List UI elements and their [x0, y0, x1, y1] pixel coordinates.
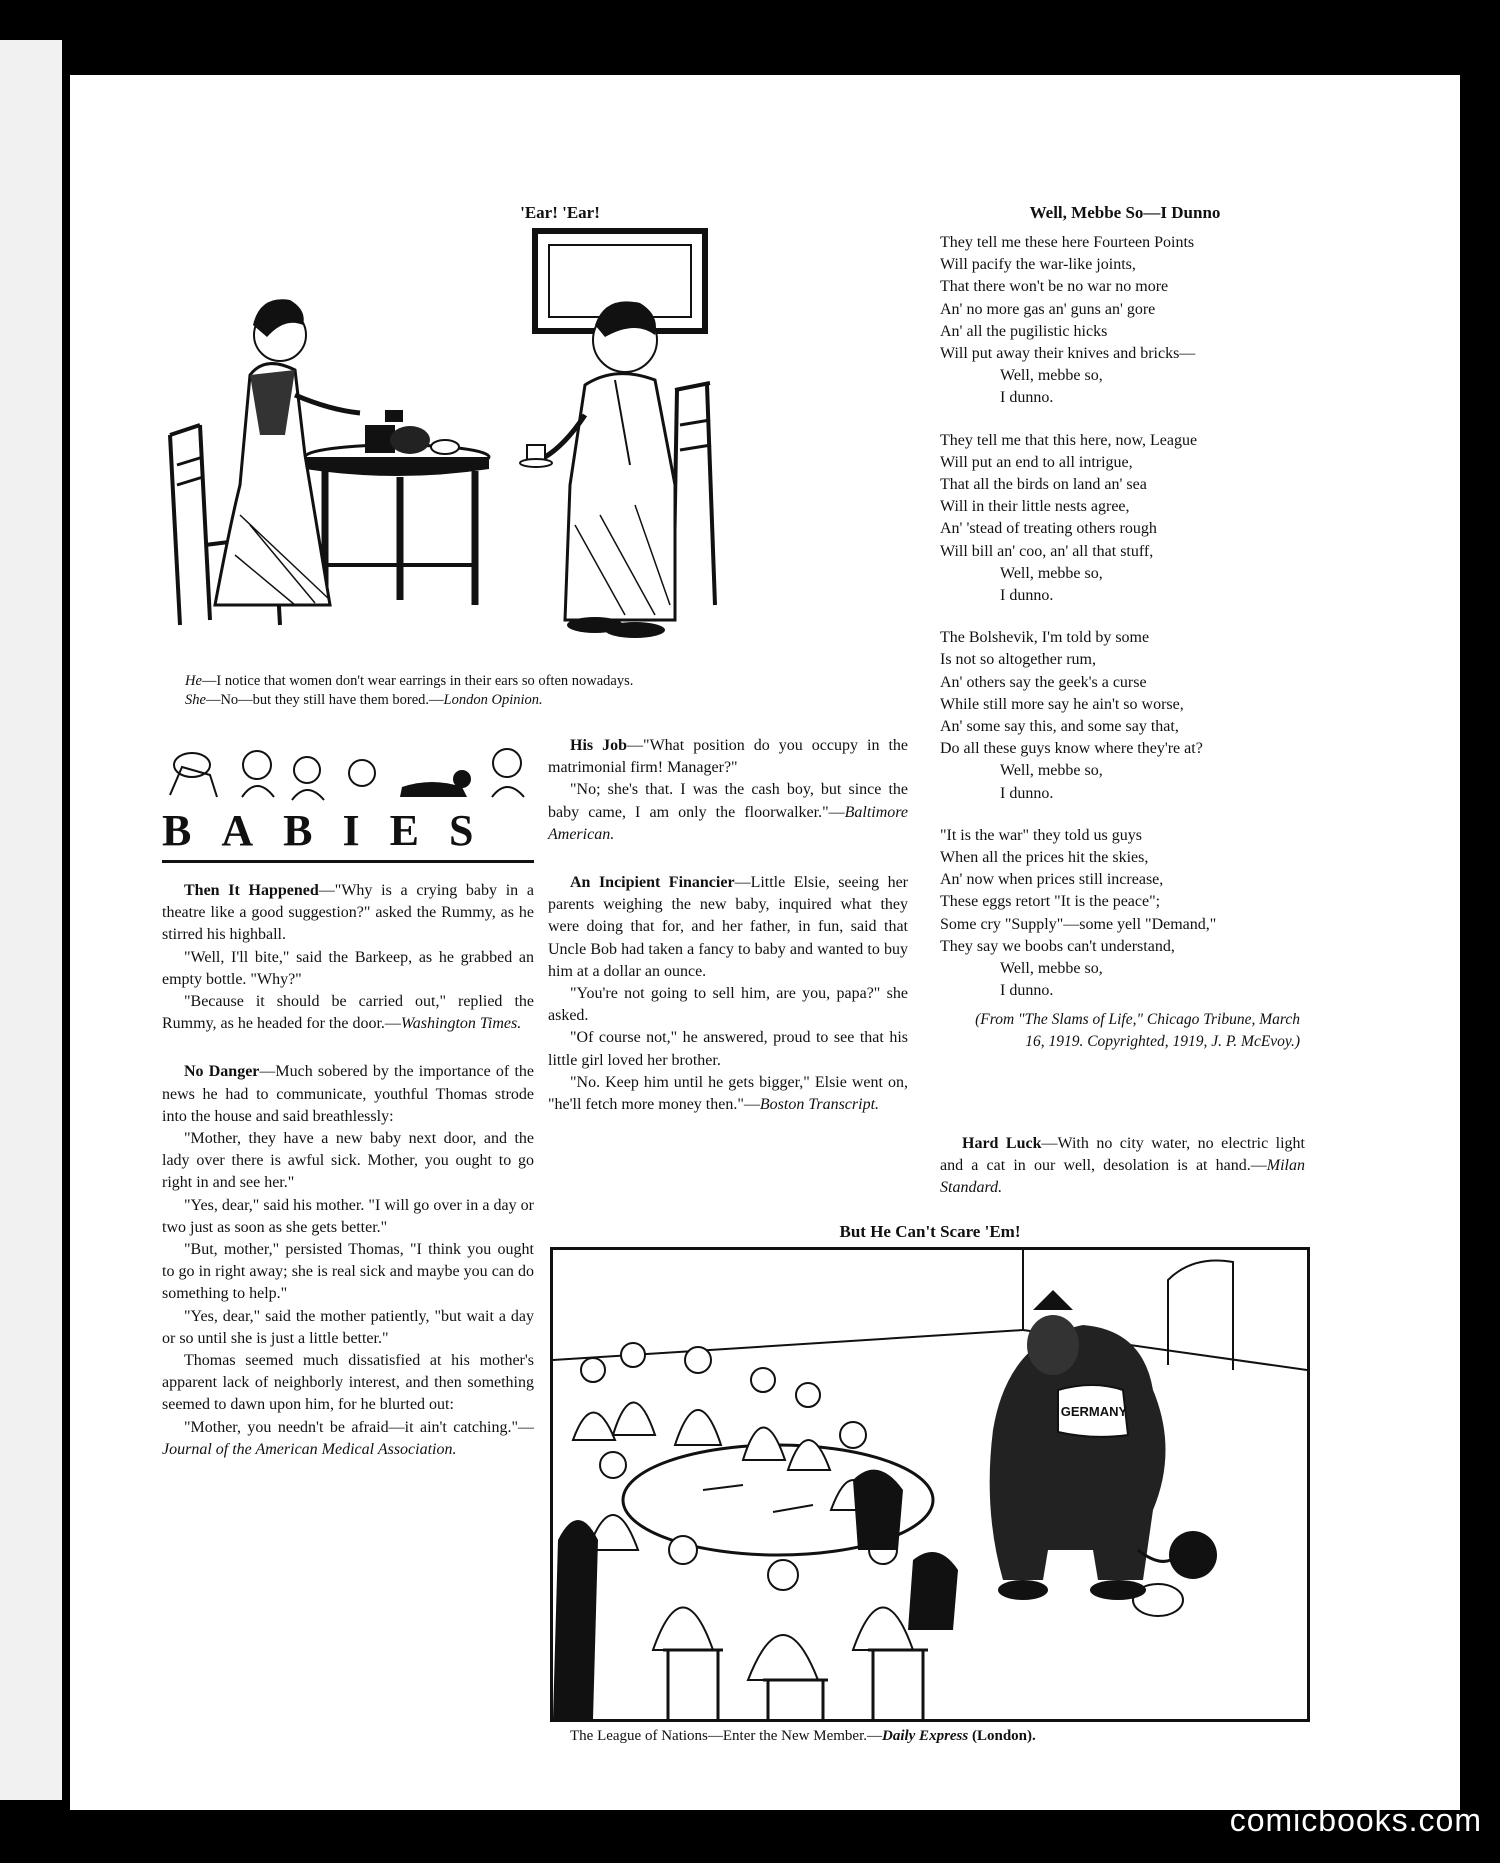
- poem-line: They say we boobs can't understand,: [940, 937, 1175, 955]
- hard-luck-lead: Hard Luck: [962, 1135, 1042, 1152]
- babies-rule: [162, 860, 534, 863]
- scare-caption-location: (London).: [971, 1728, 1036, 1744]
- scare-cartoon: [553, 1250, 1307, 1719]
- babies-heading: BABIES: [162, 806, 504, 855]
- poem-line: Is not so altogether rum,: [940, 651, 1096, 669]
- poem-refrain-line: Well, mebbe so,: [1000, 367, 1103, 385]
- poem-line: Do all these guys know where they're at?: [940, 740, 1203, 758]
- poem-stanza-1: [940, 232, 1370, 410]
- poem-line: An' all the pugilistic hicks: [940, 322, 1108, 340]
- jama-source: Journal of the American Medical Association.: [162, 1440, 457, 1458]
- poem-line: While still more say he ain't so worse,: [940, 695, 1184, 713]
- scare-caption-text: The League of Nations—Enter the New Member.—: [570, 1728, 882, 1744]
- poem-stanza-3: [940, 627, 1370, 805]
- no-danger-text: —Much sobered by the importance of the news he had to communicate, youthful Thomas strode into the house and said breathlessly:: [162, 1063, 534, 1125]
- watermark: comicbooks.com: [1229, 1802, 1482, 1838]
- baltimore-american-source: Baltimore American.: [548, 803, 908, 843]
- ear-caption: [185, 672, 745, 710]
- scare-cartoon-frame: [550, 1247, 1310, 1722]
- poem-line: Some cry "Supply"—some yell "Demand,": [940, 915, 1217, 933]
- poem-line: An' others say the geek's a curse: [940, 673, 1147, 691]
- poem-refrain-line: Well, mebbe so,: [1000, 762, 1103, 780]
- poem: [940, 232, 1370, 1053]
- poem-line: An' some say this, and some say that,: [940, 718, 1179, 736]
- then-it-happened-lead: Then It Happened: [184, 882, 319, 899]
- poem-line: These eggs retort "It is the peace";: [940, 893, 1161, 911]
- then-it-happened-text: —"Why is a crying baby in a theatre like a good suggestion?" asked the Rummy, as he stirred his highball.: [162, 882, 534, 944]
- poem-line: That all the birds on land an' sea: [940, 476, 1147, 494]
- ear-title: 'Ear! 'Ear!: [520, 203, 600, 222]
- his-job-text: —"What position do you occupy in the matrimonial firm! Manager?": [548, 737, 909, 777]
- poem-line: They tell me these here Fourteen Points: [940, 234, 1195, 251]
- hard-luck: [940, 1133, 1305, 1200]
- ear-caption-speaker2: She: [185, 692, 206, 708]
- barkeep-paragraph: "Well, I'll bite," said the Barkeep, as he grabbed an empty bottle. "Why?": [162, 948, 534, 988]
- incipient-financier-text: —Little Elsie, seeing her parents weighing the new baby, inquired what they were doing that for, and her father, in fun, said that Uncle Bob had taken a fancy to baby and wanted to buy him at a dollar an ounce.: [548, 874, 909, 980]
- ear-caption-text1: —I notice that women don't wear earrings in their ears so often nowadays.: [201, 673, 634, 689]
- babies-header-illustration: [162, 735, 532, 805]
- poem-credit: (From "The Slams of Life," Chicago Tribune, March 16, 1919. Copyrighted, 1919, J. P. McEvoy.): [975, 1010, 1300, 1050]
- poem-line: Will put away their knives and bricks—: [940, 345, 1196, 363]
- germany-label: GERMANY: [1060, 1404, 1128, 1419]
- poem-line: "It is the war" they told us guys: [940, 826, 1142, 844]
- ear-illustration: [155, 225, 735, 745]
- poem-line: An' now when prices still increase,: [940, 871, 1164, 889]
- thomas-paragraph-4: "Yes, dear," said the mother patiently, "but wait a day or so until she is just a little better.": [162, 1307, 534, 1347]
- poem-refrain-line: Well, mebbe so,: [1000, 960, 1103, 978]
- poem-refrain-line: I dunno.: [1000, 784, 1054, 802]
- elsie-paragraph-1: "You're not going to sell him, are you, papa?" she asked.: [548, 985, 908, 1025]
- thomas-paragraph-2: "Yes, dear," said his mother. "I will go over in a day or two just as soon as she gets better.": [162, 1196, 534, 1236]
- incipient-financier-lead: An Incipient Financier: [570, 874, 735, 892]
- elsie-paragraph-2: "Of course not," he answered, proud to see that his little girl loved her brother.: [548, 1029, 908, 1069]
- poem-refrain-line: I dunno.: [1000, 587, 1054, 605]
- poem-refrain-line: Well, mebbe so,: [1000, 564, 1103, 582]
- scare-title: But He Can't Scare 'Em!: [839, 1222, 1021, 1241]
- thomas-paragraph-3: "But, mother," persisted Thomas, "I think you ought to go in right away; she is real sick and maybe you can do something to help.": [162, 1241, 534, 1303]
- magazine-page: [70, 75, 1460, 1810]
- washington-times-source: Washington Times.: [400, 1015, 522, 1033]
- poem-refrain-line: I dunno.: [1000, 982, 1054, 1000]
- poem-title: Well, Mebbe So—I Dunno: [1029, 203, 1221, 222]
- his-job-lead: His Job: [570, 737, 628, 754]
- poem-line: Will in their little nests agree,: [940, 498, 1130, 516]
- ear-caption-source: London Opinion.: [443, 692, 543, 708]
- thomas-paragraph-6: "Mother, you needn't be afraid—it ain't catching."—: [184, 1418, 534, 1436]
- poem-line: They tell me that this here, now, League: [940, 431, 1198, 449]
- ear-caption-speaker1: He: [185, 673, 202, 689]
- poem-refrain-line: I dunno.: [1000, 389, 1054, 407]
- poem-line: That there won't be no war no more: [940, 278, 1169, 296]
- boston-transcript-source: Boston Transcript.: [759, 1096, 880, 1114]
- poem-stanza-2: [940, 430, 1370, 608]
- hard-luck-text: —With no city water, no electric light and a cat in our well, desolation is at hand.—: [940, 1135, 1306, 1175]
- thomas-paragraph-1: "Mother, they have a new baby next door, and the lady over there is awful sick. Mother, you ought to go right in and see her.": [162, 1130, 534, 1192]
- poem-line: An' 'stead of treating others rough: [940, 520, 1157, 538]
- poem-line: An' no more gas an' guns an' gore: [940, 300, 1156, 318]
- adjacent-page-strip: [0, 40, 62, 1800]
- babies-column-2: [548, 735, 908, 1116]
- poem-line: The Bolshevik, I'm told by some: [940, 629, 1150, 647]
- cash-boy-paragraph: "No; she's that. I was the cash boy, but since the baby came, I am only the floorwalker."—: [548, 781, 908, 821]
- poem-line: Will bill an' coo, an' all that stuff,: [940, 542, 1154, 560]
- ear-caption-text2: —No—but they still have them bored.—: [205, 692, 444, 708]
- poem-stanza-4: [940, 825, 1370, 1003]
- poem-line: Will put an end to all intrigue,: [940, 453, 1133, 471]
- poem-line: Will pacify the war-like joints,: [940, 256, 1136, 274]
- thomas-paragraph-5: Thomas seemed much dissatisfied at his mother's apparent lack of neighborly interest, and then something seemed to dawn upon him, for he blurted out:: [162, 1352, 534, 1414]
- scare-caption-source: Daily Express: [881, 1728, 969, 1744]
- no-danger-lead: No Danger: [184, 1063, 260, 1081]
- poem-line: When all the prices hit the skies,: [940, 849, 1149, 867]
- babies-column-1: [162, 880, 534, 1461]
- scare-caption: [570, 1727, 1310, 1746]
- milan-standard-source: Milan Standard.: [940, 1157, 1305, 1197]
- elsie-paragraph-3: "No. Keep him until he gets bigger," Elsie went on, "he'll fetch more money then."—: [548, 1073, 908, 1114]
- rummy-paragraph: "Because it should be carried out," replied the Rummy, as he headed for the door.—: [162, 993, 534, 1033]
